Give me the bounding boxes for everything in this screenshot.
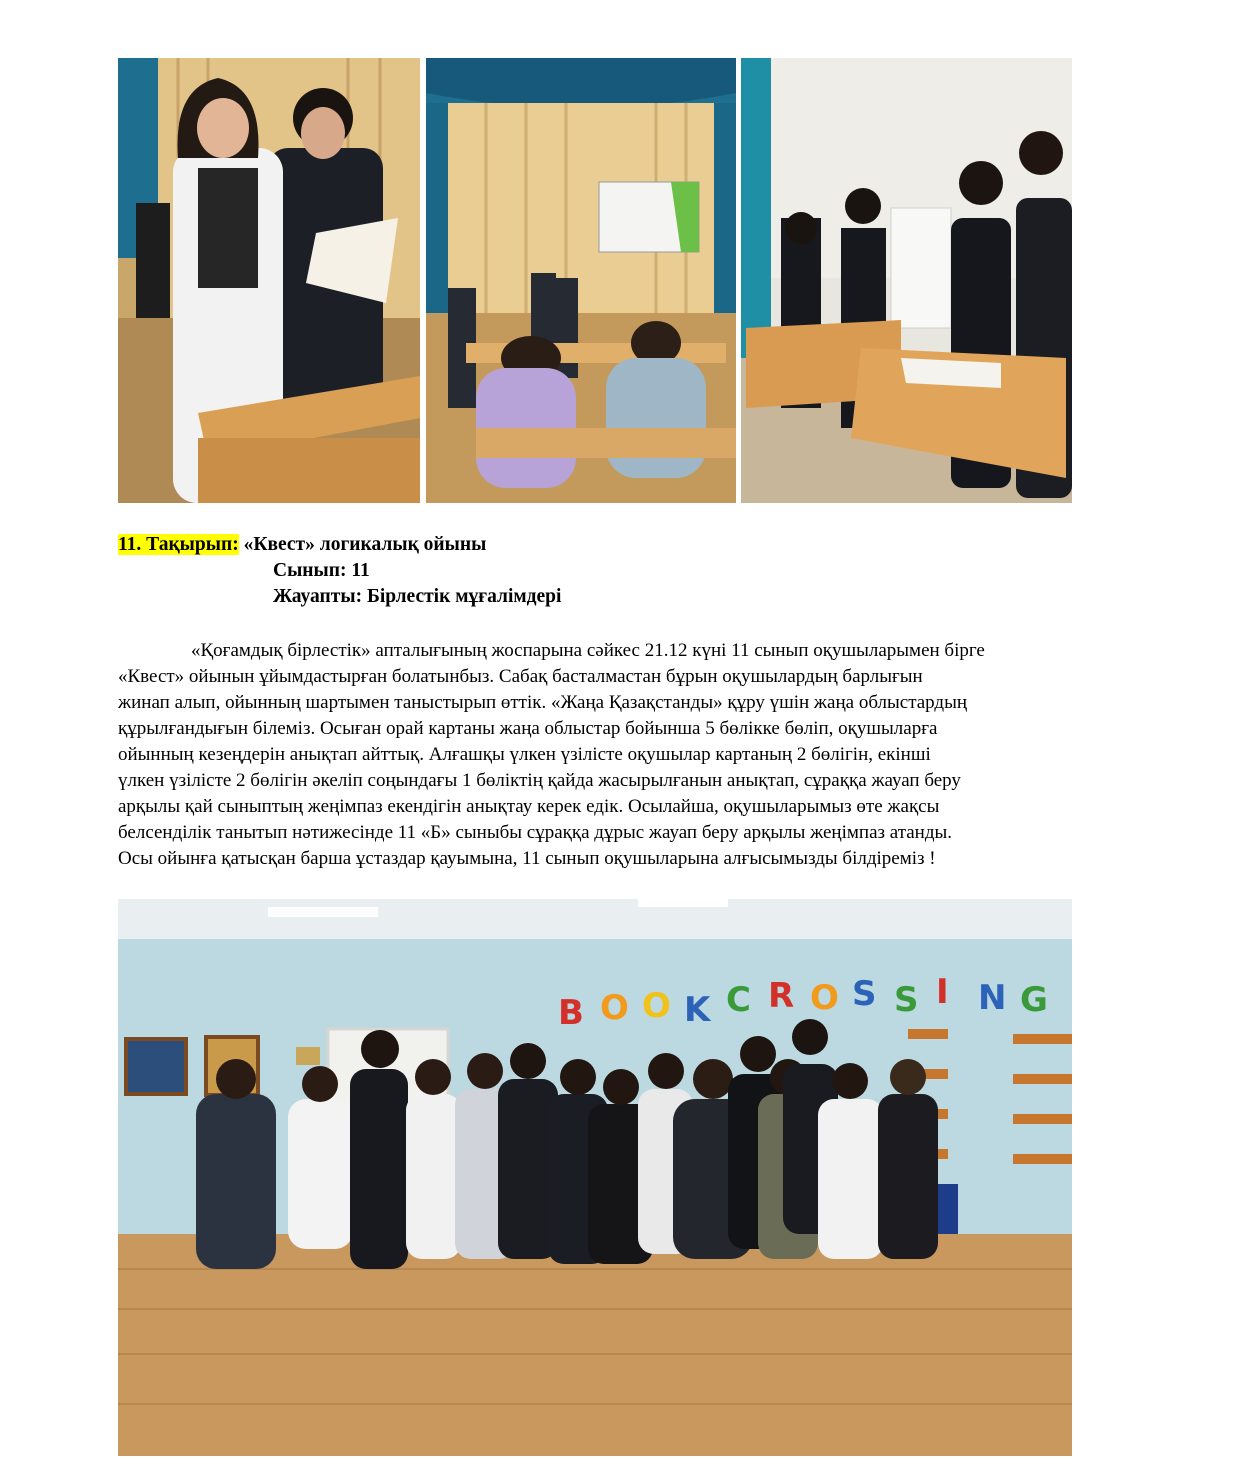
- photo-group-bookcrossing: [118, 899, 1072, 1456]
- paragraph-line: «Қоғамдық бірлестік» апталығының жоспарына сәйкес 21.12 күні 11 сынып оқушыларымен бірге: [191, 640, 985, 661]
- paragraph-line: жинап алып, ойынның шартымен таныстырып өттік. «Жаңа Қазақстанды» құру үшін жаңа облыстардың: [118, 692, 968, 713]
- responsible-line: Жауапты: Бірлестік мұғалімдері: [273, 586, 562, 607]
- banner-letter: K: [684, 990, 711, 1030]
- paragraph-line: белсенділік танытып нәтижесінде 11 «Б» сыныбы сұраққа дұрыс жауап беру арқылы жеңімпаз атанды.: [118, 822, 953, 843]
- paragraph-line: үлкен үзілісте 2 бөлігін әкеліп соңындағы 1 бөліктің қайда жасырылғанын анықтап, сұраққа жауап беру: [118, 770, 961, 791]
- section-number: 11. Тақырып:: [118, 534, 239, 555]
- banner-letter: O: [810, 978, 839, 1018]
- photo-students-at-desks: [741, 58, 1072, 503]
- banner-letter: I: [936, 972, 949, 1012]
- banner-letter: O: [642, 986, 671, 1026]
- paragraph-line: ойынның кезеңдерін анықтап айттық. Алғашқы үлкен үзілісте оқушылар картаның 2 бөлігін, екінші: [118, 744, 931, 765]
- banner-letter: B: [558, 993, 584, 1033]
- banner-letter: C: [726, 980, 751, 1020]
- paragraph-line: арқылы қай сыныптың жеңімпаз екендігін анықтау керек едік. Осылайша, оқушыларымыз өте жақсы: [118, 796, 940, 817]
- paragraph-line: құрылғандығын білеміз. Осыған орай картаны жаңа облыстар бойынша 5 бөлікке бөліп, оқушыларға: [118, 718, 938, 739]
- section-title: «Квест» логикалық ойыны: [243, 534, 487, 555]
- banner-letter: S: [852, 974, 877, 1014]
- paragraph-line: «Квест» ойынын ұйымдастырған болатынбыз. Сабақ басталмастан бұрын оқушылардың барлығын: [118, 666, 923, 687]
- photo-students-reading: [118, 58, 420, 503]
- banner-letter: N: [978, 978, 1007, 1018]
- paragraph-line: Осы ойынға қатысқан барша ұстаздар қауымына, 11 сынып оқушыларына алғысымызды білдіреміз !: [118, 848, 936, 869]
- photo-assembly-hall: [426, 58, 736, 503]
- banner-letter: R: [768, 976, 795, 1016]
- description-paragraph: [118, 638, 1154, 872]
- banner-letter: S: [894, 980, 919, 1020]
- class-line: Сынып: 11: [273, 560, 370, 581]
- banner-letter: G: [1020, 980, 1048, 1020]
- banner-letter: O: [600, 988, 629, 1028]
- section-heading: [118, 532, 486, 558]
